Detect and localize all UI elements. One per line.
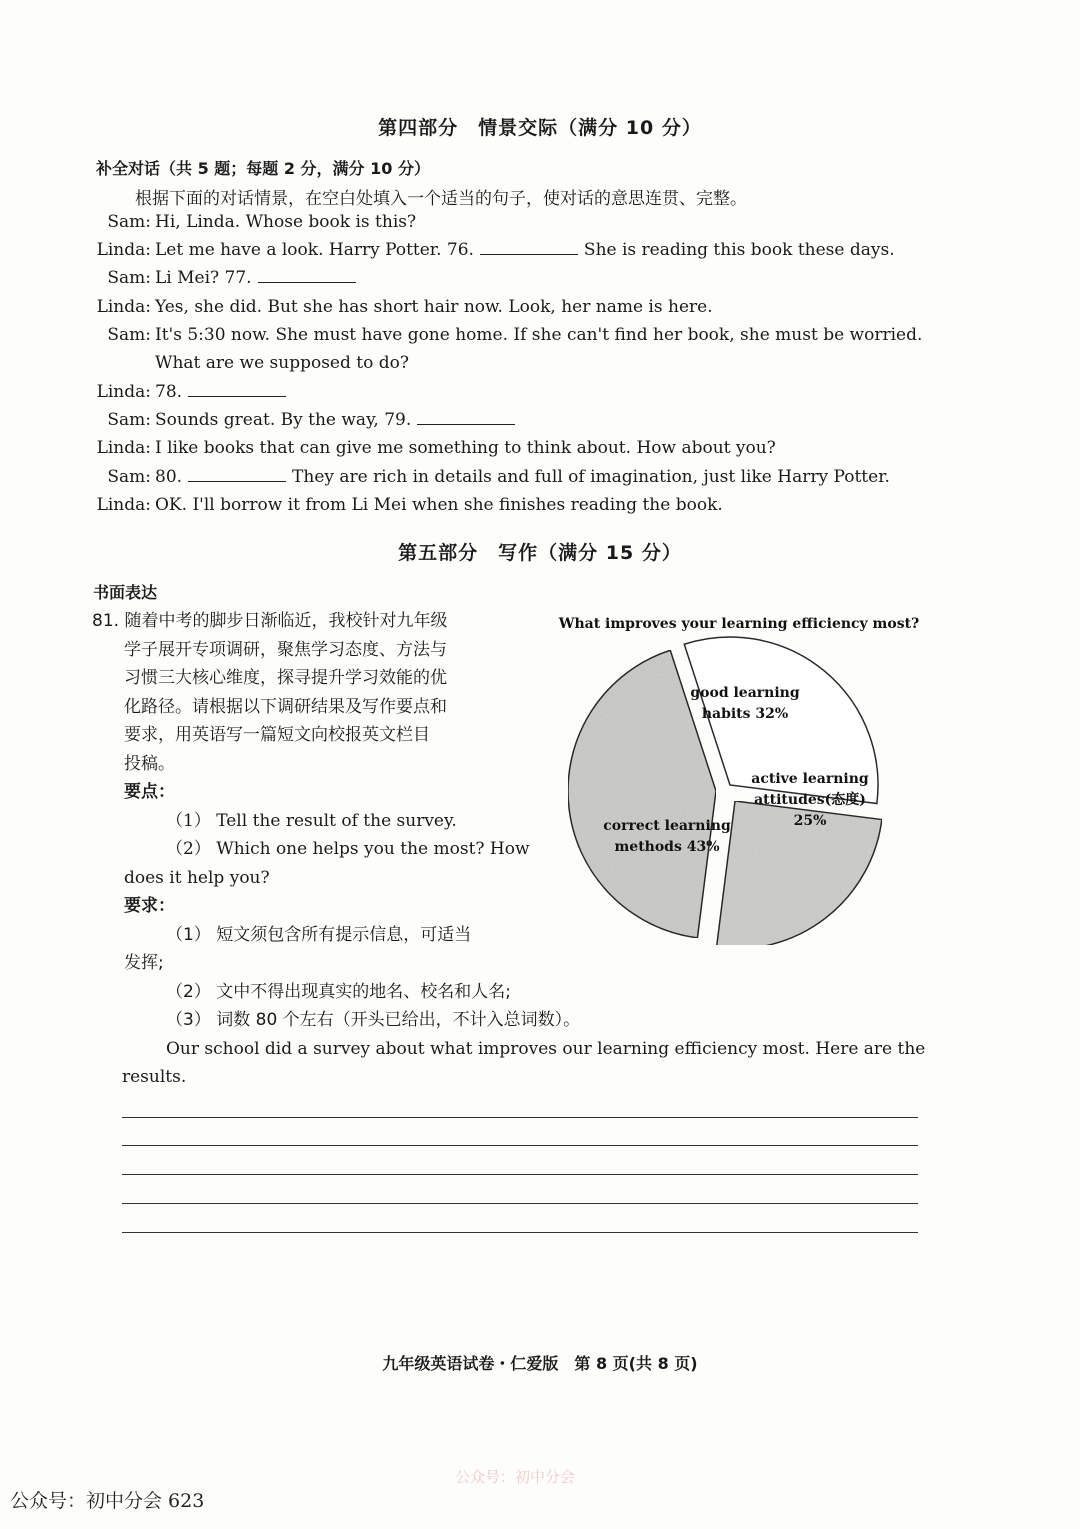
writing-line bbox=[122, 1145, 918, 1146]
slice-label: attitudes(态度) bbox=[754, 792, 866, 808]
dialogue-text: I like books that can give me something to think about. How about you? bbox=[155, 438, 776, 458]
dialogue-line bbox=[93, 297, 713, 317]
opening-line-1: Our school did a survey about what improves our learning efficiency most. Here are the bbox=[166, 1039, 926, 1059]
question-81 bbox=[92, 607, 580, 1035]
points-label: 要点： bbox=[124, 782, 175, 802]
dialogue-text: Sounds great. By the way, 79. bbox=[155, 410, 412, 430]
requirements-label: 要求： bbox=[124, 896, 175, 916]
watermark-center: 公众号：初中分会 bbox=[455, 1468, 576, 1486]
dialogue-text: Let me have a look. Harry Potter. 76. bbox=[155, 240, 474, 260]
slice-label: 25% bbox=[793, 813, 827, 829]
slice-label: methods 43% bbox=[614, 839, 720, 855]
speaker-label: Linda: bbox=[96, 438, 151, 458]
answer-blank[interactable] bbox=[480, 240, 578, 255]
dialogue-line bbox=[93, 438, 776, 458]
part5-subtitle: 书面表达 bbox=[93, 583, 158, 602]
dialogue-line bbox=[93, 467, 890, 487]
q81-line: 化路径。请根据以下调研结果及写作要点和 bbox=[124, 696, 447, 717]
dialogue-text: 78. bbox=[155, 382, 183, 402]
speaker-label: Sam: bbox=[107, 410, 151, 430]
writing-line bbox=[122, 1117, 918, 1118]
dialogue-text: OK. I'll borrow it from Li Mei when she finishes reading the book. bbox=[155, 495, 723, 515]
q81-line: 要求，用英语写一篇短文向校报英文栏目 bbox=[124, 725, 430, 745]
requirement-3: （3） 词数 80 个左右（开头已给出，不计入总词数）。 bbox=[166, 1010, 581, 1030]
speaker-label: Linda: bbox=[96, 297, 151, 317]
point-2: （2） Which one helps you the most? How bbox=[166, 839, 530, 859]
writing-line bbox=[122, 1232, 918, 1233]
writing-line bbox=[122, 1174, 918, 1175]
part4-instruction: 根据下面的对话情景，在空白处填入一个适当的句子，使对话的意思连贯、完整。 bbox=[135, 189, 747, 209]
dialogue-line bbox=[93, 382, 292, 402]
q81-line: 学子展开专项调研，聚焦学习态度、方法与 bbox=[124, 639, 447, 660]
dialogue-line bbox=[93, 240, 895, 260]
part5-title: 第五部分 写作（满分 15 分） bbox=[398, 542, 682, 564]
requirement-2: （2） 文中不得出现真实的地名、校名和人名; bbox=[166, 981, 511, 1002]
dialogue-line bbox=[93, 212, 416, 232]
q81-line: 81. 随着中考的脚步日渐临近，我校针对九年级 bbox=[92, 611, 448, 631]
speaker-label: Sam: bbox=[107, 467, 151, 487]
page-footer: 九年级英语试卷・仁爱版 第 8 页(共 8 页) bbox=[382, 1354, 698, 1373]
requirement-1: （1） 短文须包含所有提示信息，可适当 bbox=[166, 924, 472, 945]
dialogue-line bbox=[93, 410, 521, 430]
q81-line: 投稿。 bbox=[124, 753, 175, 774]
requirement-1-cont: 发挥; bbox=[124, 953, 164, 973]
point-1: （1） Tell the result of the survey. bbox=[166, 810, 457, 831]
speaker-label: Linda: bbox=[96, 382, 151, 402]
dialogue-text: Yes, she did. But she has short hair now. Look, her name is here. bbox=[155, 297, 713, 317]
dialogue-text: 80. bbox=[155, 467, 183, 487]
dialogue-text-after: She is reading this book these days. bbox=[583, 240, 895, 260]
dialogue-line bbox=[93, 495, 723, 515]
slice-label: good learning bbox=[690, 685, 800, 701]
answer-blank[interactable] bbox=[188, 382, 286, 397]
slice-label: habits 32% bbox=[701, 706, 789, 722]
answer-blank[interactable] bbox=[258, 268, 356, 283]
speaker-label: Sam: bbox=[107, 268, 151, 288]
watermark-corner: 公众号：初中分会 623 bbox=[10, 1490, 205, 1512]
dialogue-text: Li Mei? 77. bbox=[155, 268, 252, 288]
answer-blank[interactable] bbox=[417, 410, 515, 425]
speaker-label: Sam: bbox=[107, 325, 151, 345]
dialogue-line bbox=[93, 268, 362, 288]
dialogue-text: What are we supposed to do? bbox=[155, 353, 409, 373]
speaker-label: Linda: bbox=[96, 495, 151, 515]
dialogue-line bbox=[93, 353, 409, 373]
dialogue-text: Hi, Linda. Whose book is this? bbox=[155, 212, 417, 232]
point-2-cont: does it help you? bbox=[124, 867, 270, 888]
pie-chart bbox=[555, 605, 935, 945]
part4-title: 第四部分 情景交际（满分 10 分） bbox=[378, 117, 702, 139]
q81-line: 习惯三大核心维度，探寻提升学习效能的优 bbox=[124, 668, 447, 688]
answer-blank[interactable] bbox=[188, 467, 286, 482]
speaker-label: Linda: bbox=[96, 240, 151, 260]
dialogue-line bbox=[93, 325, 922, 345]
dialogue-text-after: They are rich in details and full of imagination, just like Harry Potter. bbox=[292, 467, 890, 487]
opening-line-2: results. bbox=[122, 1067, 187, 1087]
chart-title: What improves your learning efficiency most? bbox=[558, 616, 920, 632]
slice-label: active learning bbox=[751, 771, 869, 787]
writing-line bbox=[122, 1203, 918, 1204]
dialogue-text: It's 5:30 now. She must have gone home. If she can't find her book, she must be worried. bbox=[155, 325, 923, 345]
speaker-label: Sam: bbox=[107, 212, 151, 232]
part4-subtitle: 补全对话（共 5 题；每题 2 分，满分 10 分） bbox=[96, 159, 430, 178]
slice-label: correct learning bbox=[603, 818, 731, 834]
